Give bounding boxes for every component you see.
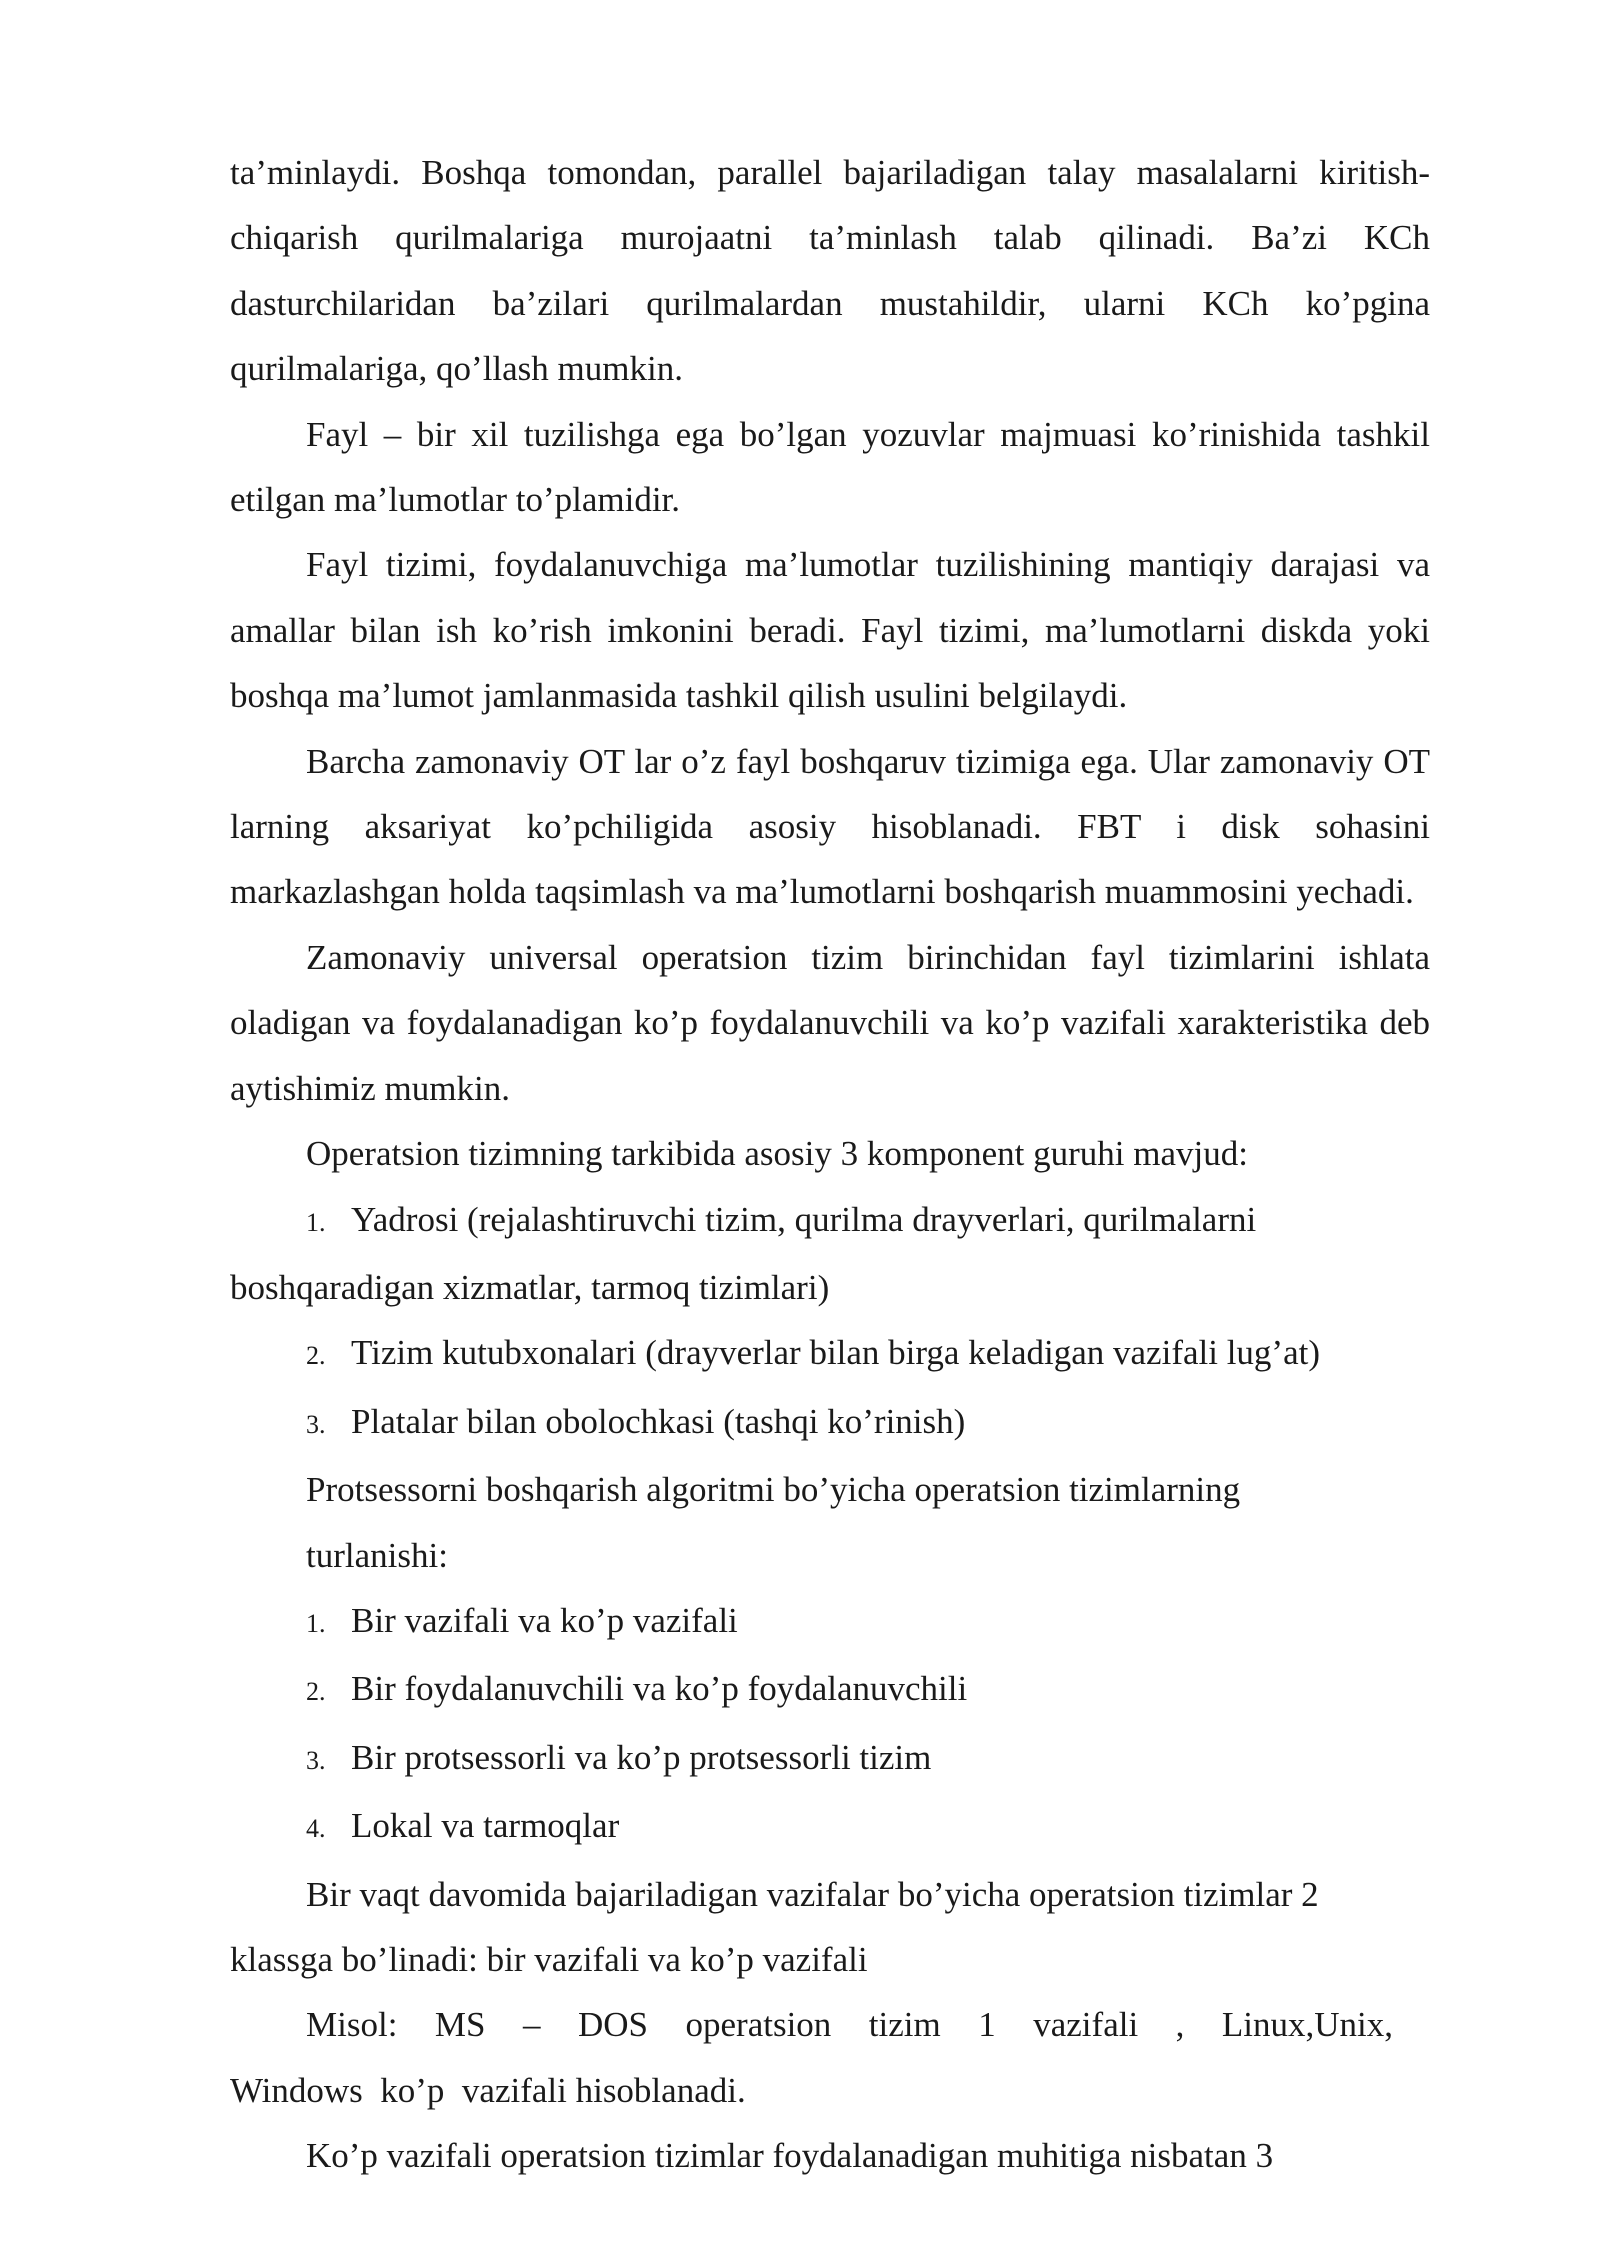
list-item-number: 3. (306, 1745, 326, 1775)
list-item-number: 2. (306, 1677, 326, 1707)
list-item-text: Tizim kutubxonalari (drayverlar bilan birga keladigan vazifali lug’at) (351, 1333, 1320, 1373)
list-item (230, 1187, 1430, 1255)
list-item (230, 1725, 1430, 1793)
list-item (230, 1320, 1430, 1388)
paragraph-universal-ot: Zamonaviy universal operatsion tizim birinchidan fayl tizimlarini ishlata oladigan va foydalanadigan ko’p foydalanuvchili va ko’p vazifali xarakteristika deb aytishimiz mumkin. (230, 937, 1430, 1108)
components-list (230, 1187, 1430, 1458)
list-item-text: Yadrosi (rejalashtiruvchi tizim, qurilma drayverlari, qurilmalarni (351, 1199, 1257, 1239)
list-item (230, 1793, 1430, 1861)
list-item-text: Platalar bilan obolochkasi (tashqi ko’rinish) (351, 1401, 966, 1441)
classification-intro-line2: turlanishi: (306, 1535, 448, 1575)
classification-intro-line1: Protsessorni boshqarish algoritmi bo’yicha operatsion tizimlarning (306, 1470, 1241, 1510)
list-item (230, 1389, 1430, 1457)
list-item-text: Bir foydalanuvchili va ko’p foydalanuvchili (351, 1669, 968, 1709)
list-item-number: 2. (306, 1341, 326, 1371)
list-item-text: Bir protsessorli va ko’p protsessorli tizim (351, 1737, 932, 1777)
paragraph-task-classes-line1: Bir vaqt davomida bajariladigan vazifalar bo’yicha operatsion tizimlar 2 (306, 1874, 1319, 1914)
list-item (230, 1656, 1430, 1724)
list-item-number: 1. (306, 1207, 326, 1237)
paragraph-continuation: ta’minlaydi. Boshqa tomondan, parallel bajariladigan talay masalalarni kiritish-chiqarish qurilmalariga murojaatni ta’minlash talab qilinadi. Ba’zi KCh dasturchilaridan ba’zilari qurilmalardan mustahildir, ularni KCh ko’pgina qurilmalariga, qo’llash mumkin. (230, 153, 1430, 389)
list-item-text: Lokal va tarmoqlar (351, 1806, 620, 1846)
paragraph-example-line1: Misol: MS – DOS operatsion tizim 1 vazifali , Linux,Unix, (306, 2005, 1394, 2045)
paragraph-zamonaviy-ot: Barcha zamonaviy OT lar o’z fayl boshqaruv tizimiga ega. Ular zamonaviy OT larning aksariyat ko’pchiligida asosiy hisoblanadi. FBT i disk sohasini markazlashgan holda taqsimlash va ma’lumotlarni boshqarish muammosini yechadi. (230, 741, 1430, 912)
document-page (230, 140, 1430, 2189)
list-item-number: 3. (306, 1409, 326, 1439)
paragraph-fayl-definition: Fayl – bir xil tuzilishga ega bo’lgan yozuvlar majmuasi ko’rinishida tashkil etilgan ma’lumotlar to’plamidir. (230, 414, 1430, 520)
paragraph-task-classes-line2: klassga bo’linadi: bir vazifali va ko’p vazifali (230, 1939, 868, 1979)
classification-list (230, 1588, 1430, 1862)
paragraph-fayl-tizimi: Fayl tizimi, foydalanuvchiga ma’lumotlar tuzilishining mantiqiy darajasi va amallar bilan ish ko’rish imkonini beradi. Fayl tizimi, ma’lumotlarni diskda yoki boshqa ma’lumot jamlanmasida tashkil qilish usulini belgilaydi. (230, 545, 1430, 716)
list-item-number: 1. (306, 1608, 326, 1638)
list-item (230, 1588, 1430, 1656)
list-item-continuation: boshqaradigan xizmatlar, tarmoq tizimlari) (230, 1267, 830, 1307)
list-item-text: Bir vazifali va ko’p vazifali (351, 1600, 738, 1640)
paragraph-multitask-line1: Ko’p vazifali operatsion tizimlar foydalanadigan muhitiga nisbatan 3 (306, 2136, 1274, 2176)
paragraph-example-line2: Windows ko’p vazifali hisoblanadi. (230, 2070, 746, 2110)
list-item-number: 4. (306, 1814, 326, 1844)
paragraph-components-intro: Operatsion tizimning tarkibida asosiy 3 komponent guruhi mavjud: (306, 1134, 1248, 1174)
